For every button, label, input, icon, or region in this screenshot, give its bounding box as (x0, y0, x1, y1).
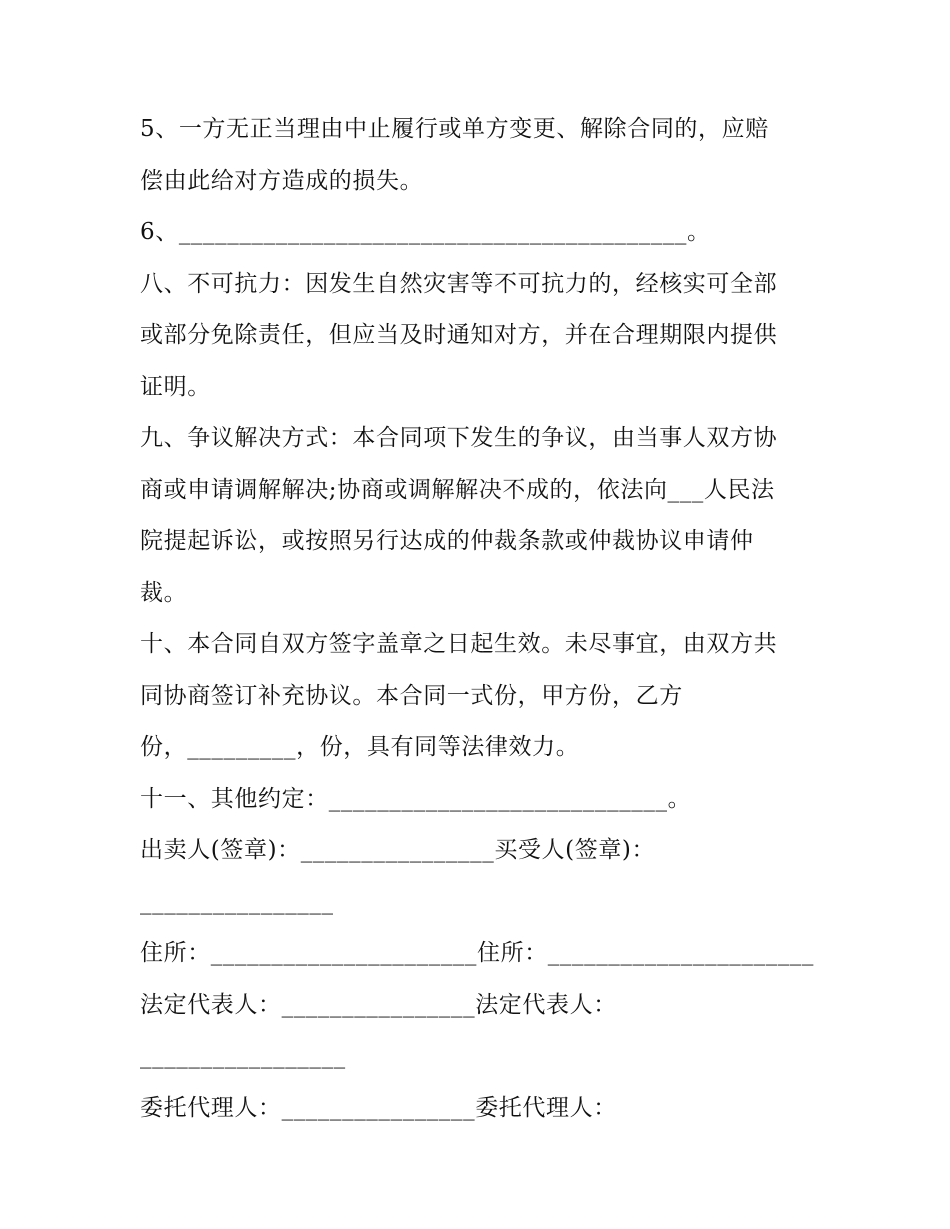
text-line: 6、__________________________________________。 (140, 219, 711, 245)
text-line: 八、不可抗力：因发生自然灾害等不可抗力的，经核实可全部 (140, 270, 778, 297)
text-line: 份，_________，份，具有同等法律效力。 (140, 734, 580, 760)
signature-blank: _________________ (140, 1043, 346, 1069)
text-line: 十一、其他约定：____________________________。 (140, 785, 692, 812)
signature-line-seller-buyer: 出卖人(签章)：________________买受人(签章)： (140, 837, 656, 863)
text-line: 或部分免除责任，但应当及时通知对方，并在合理期限内提供 (140, 322, 778, 348)
address-line: 住所：______________________住所：______________________ (140, 940, 814, 966)
text-line: 5、一方无正当理由中止履行或单方变更、解除合同的，应赔 (140, 116, 769, 142)
text-line: 十、本合同自双方签字盖章之日起生效。未尽事宜，由双方共 (140, 631, 778, 657)
text-line: 偿由此给对方造成的损失。 (140, 167, 424, 194)
legal-representative-line: 法定代表人：________________法定代表人： (140, 991, 617, 1018)
document-body (140, 104, 830, 1134)
text-line: 商或申请调解解决;协商或调解解决不成的，依法向___人民法 (140, 476, 775, 503)
text-line: 裁。 (140, 579, 188, 606)
text-line: 证明。 (140, 373, 211, 400)
signature-blank: ________________ (140, 888, 334, 915)
text-line: 九、争议解决方式：本合同项下发生的争议，由当事人双方协 (140, 425, 778, 451)
text-line: 院提起诉讼，或按照另行达成的仲裁条款或仲裁协议申请仲 (140, 528, 754, 554)
text-line: 同协商签订补充协议。本合同一式份，甲方份，乙方 (140, 682, 683, 709)
agent-line: 委托代理人：________________委托代理人： (140, 1094, 617, 1121)
